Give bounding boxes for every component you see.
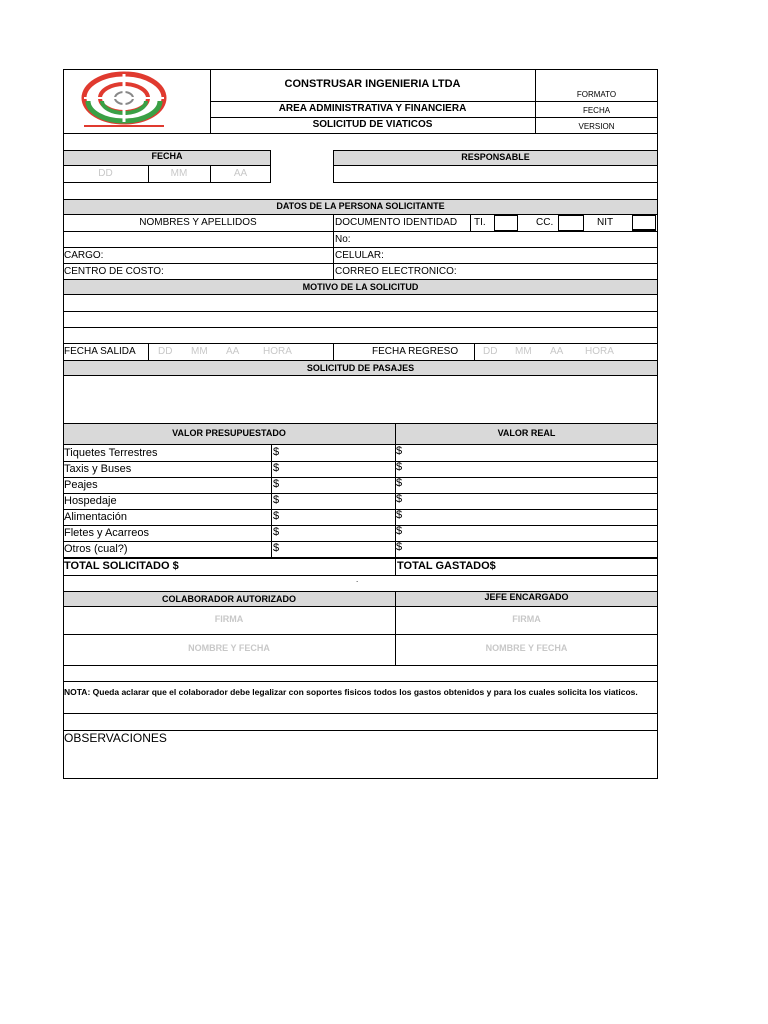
- observaciones-label: OBSERVACIONES: [64, 731, 167, 745]
- fecha-dd[interactable]: DD: [98, 168, 113, 179]
- jefe-title: JEFE ENCARGADO: [484, 592, 569, 602]
- nombres-label: NOMBRES Y APELLIDOS: [139, 217, 257, 228]
- expense-item-label: Hospedaje: [64, 495, 117, 507]
- fecha-mm[interactable]: MM: [170, 168, 188, 179]
- total-solicitado: TOTAL SOLICITADO $: [64, 560, 179, 572]
- celular-label: CELULAR:: [335, 250, 384, 261]
- real-amount[interactable]: $: [396, 541, 403, 553]
- cc-checkbox[interactable]: [558, 215, 584, 231]
- cc-label: CC.: [536, 217, 554, 228]
- observaciones-field[interactable]: [64, 746, 656, 777]
- colaborador-nombre-fecha[interactable]: NOMBRE Y FECHA: [188, 643, 270, 653]
- real-amount[interactable]: $: [396, 461, 403, 473]
- no-label: No:: [335, 234, 351, 245]
- expense-item-label: Peajes: [64, 479, 98, 491]
- real-amount[interactable]: $: [396, 493, 403, 505]
- nit-checkbox[interactable]: [632, 215, 656, 231]
- fecha-label: FECHA: [582, 106, 611, 115]
- expense-item-label: Taxis y Buses: [64, 463, 132, 475]
- salida-dd[interactable]: DD: [158, 346, 173, 357]
- presupuestado-amount[interactable]: $: [273, 542, 280, 554]
- expense-item-label: Fletes y Acarreos: [64, 527, 149, 539]
- responsable-input[interactable]: [333, 165, 658, 183]
- correo-label: CORREO ELECTRONICO:: [335, 266, 457, 277]
- presupuestado-amount[interactable]: $: [273, 510, 280, 522]
- expense-item-label: Otros (cual?): [64, 543, 128, 555]
- nota-text: NOTA: Queda aclarar que el colaborador debe legalizar con soportes fisicos todos los gastos obtenidos y para los cuales solicita los viaticos.: [64, 687, 638, 697]
- jefe-firma[interactable]: FIRMA: [512, 614, 541, 624]
- documento-label: DOCUMENTO IDENTIDAD: [335, 217, 458, 228]
- fecha-aa[interactable]: AA: [233, 168, 248, 179]
- presupuestado-amount[interactable]: $: [273, 478, 280, 490]
- formato-label: FORMATO: [576, 90, 617, 99]
- document-title: SOLICITUD DE VIATICOS: [312, 119, 433, 130]
- presupuestado-amount[interactable]: $: [273, 526, 280, 538]
- company-name: CONSTRUSAR INGENIERIA LTDA: [284, 78, 461, 90]
- presupuestado-amount[interactable]: $: [273, 462, 280, 474]
- ti-label: TI.: [474, 217, 486, 228]
- solicitante-title: DATOS DE LA PERSONA SOLICITANTE: [276, 201, 445, 211]
- regreso-aa[interactable]: AA: [550, 346, 564, 357]
- ti-checkbox[interactable]: [494, 215, 518, 231]
- regreso-dd[interactable]: DD: [483, 346, 498, 357]
- regreso-hora[interactable]: HORA: [585, 346, 614, 357]
- jefe-nombre-fecha[interactable]: NOMBRE Y FECHA: [485, 643, 568, 653]
- expense-item-label: Tiquetes Terrestres: [64, 447, 158, 459]
- area-title: AREA ADMINISTRATIVA Y FINANCIERA: [278, 103, 467, 114]
- cargo-label: CARGO:: [64, 250, 104, 261]
- company-logo: [78, 71, 170, 131]
- salida-aa[interactable]: AA: [226, 346, 240, 357]
- version-label: VERSION: [578, 122, 615, 131]
- responsable-title: RESPONSABLE: [461, 152, 530, 162]
- regreso-mm[interactable]: MM: [515, 346, 532, 357]
- salida-mm[interactable]: MM: [191, 346, 208, 357]
- motivo-title: MOTIVO DE LA SOLICITUD: [302, 282, 419, 292]
- centro-costo-label: CENTRO DE COSTO:: [64, 266, 164, 277]
- salida-hora[interactable]: HORA: [263, 346, 292, 357]
- expense-item-label: Alimentación: [64, 511, 127, 523]
- real-amount[interactable]: $: [396, 445, 403, 457]
- real-amount[interactable]: $: [396, 477, 403, 489]
- pasajes-title: SOLICITUD DE PASAJES: [306, 363, 415, 373]
- colaborador-firma[interactable]: FIRMA: [214, 614, 244, 624]
- fecha-title: FECHA: [151, 151, 183, 161]
- valor-real-title: VALOR REAL: [497, 428, 556, 438]
- separator-dot: .: [356, 575, 359, 584]
- total-gastado: TOTAL GASTADO$: [397, 560, 496, 572]
- presupuestado-amount[interactable]: $: [273, 494, 280, 506]
- nit-label: NIT: [597, 217, 614, 228]
- valor-presupuestado-title: VALOR PRESUPUESTADO: [172, 428, 286, 438]
- real-amount[interactable]: $: [396, 525, 403, 537]
- fecha-regreso-label: FECHA REGRESO: [372, 346, 459, 357]
- presupuestado-amount[interactable]: $: [273, 446, 280, 458]
- fecha-salida-label: FECHA SALIDA: [64, 346, 136, 357]
- colaborador-title: COLABORADOR AUTORIZADO: [162, 594, 296, 604]
- real-amount[interactable]: $: [396, 509, 403, 521]
